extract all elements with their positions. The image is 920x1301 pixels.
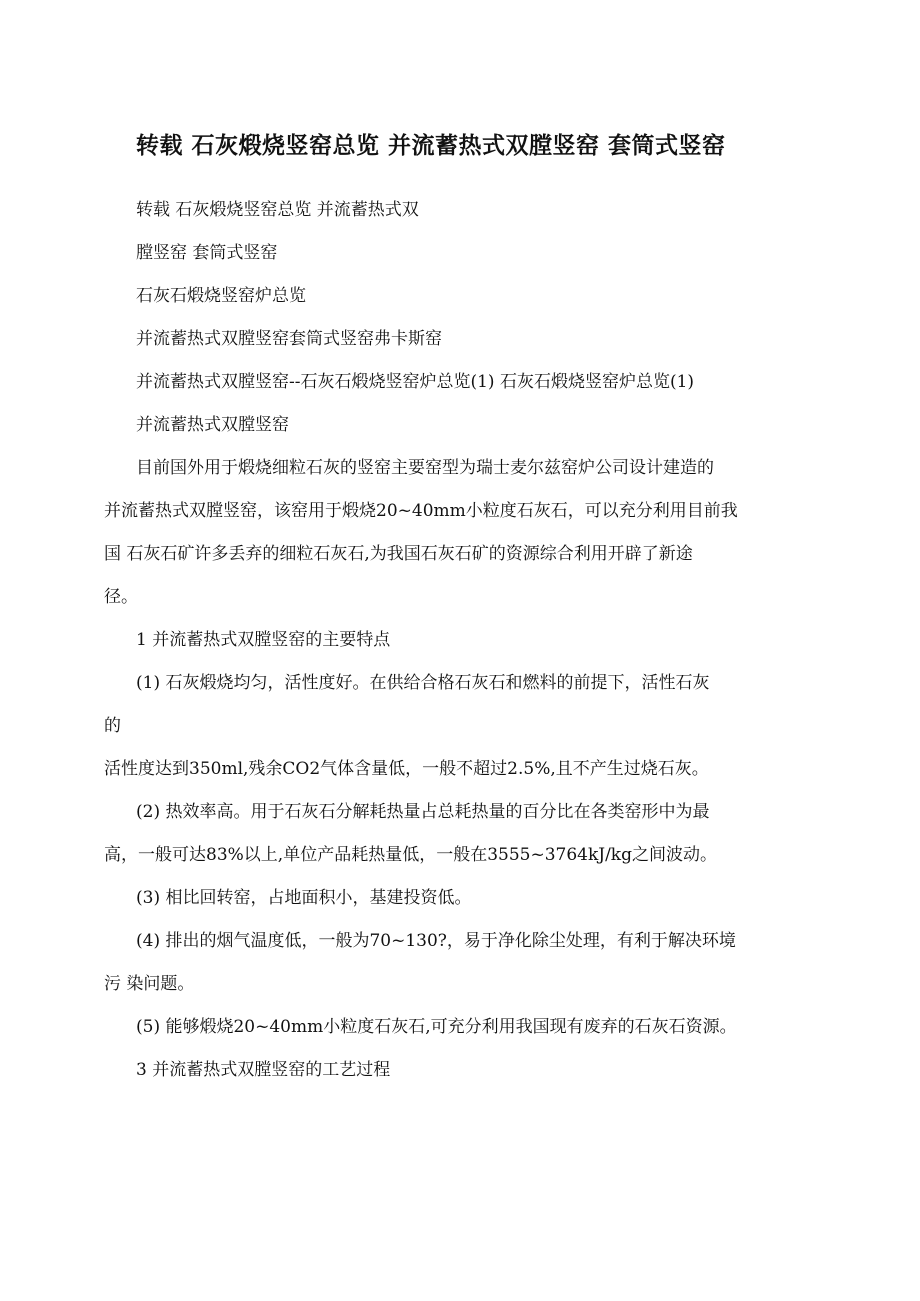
text-line: 转载 石灰煅烧竖窑总览 并流蓄热式双 bbox=[136, 200, 419, 220]
document-title: 转载 石灰煅烧竖窑总览 并流蓄热式双膛竖窑 套筒式竖窑 bbox=[136, 132, 726, 159]
text-line: (3) 相比回转窑，占地面积小，基建投资低。 bbox=[136, 888, 472, 908]
text-line: 并流蓄热式双膛竖窑--石灰石煅烧竖窑炉总览(1) 石灰石煅烧竖窑炉总览(1) bbox=[136, 372, 695, 392]
text-line: 高，一般可达83%以上,单位产品耗热量低，一般在3555~3764kJ/kg之间波动。 bbox=[104, 845, 717, 865]
section-heading: 3 并流蓄热式双膛竖窑的工艺过程 bbox=[136, 1060, 391, 1080]
text-line: (5) 能够煅烧20~40mm小粒度石灰石,可充分利用我国现有废弃的石灰石资源。 bbox=[136, 1017, 737, 1037]
text-line: 国 石灰石矿许多丢弃的细粒石灰石,为我国石灰石矿的资源综合利用开辟了新途 bbox=[104, 544, 693, 564]
text-line: 目前国外用于煅烧细粒石灰的竖窑主要窑型为瑞士麦尔兹窑炉公司设计建造的 bbox=[136, 458, 714, 478]
text-line: 石灰石煅烧竖窑炉总览 bbox=[136, 286, 306, 306]
text-line: 膛竖窑 套筒式竖窑 bbox=[136, 243, 278, 263]
text-line: 并流蓄热式双膛竖窑，该窑用于煅烧20~40mm小粒度石灰石，可以充分利用目前我 bbox=[104, 501, 738, 521]
text-line: (4) 排出的烟气温度低，一般为70~130?，易于净化除尘处理，有利于解决环境 bbox=[136, 931, 736, 951]
text-line: 径。 bbox=[104, 587, 138, 607]
section-heading: 1 并流蓄热式双膛竖窑的主要特点 bbox=[136, 630, 391, 650]
text-line: (1) 石灰煅烧均匀，活性度好。在供给合格石灰石和燃料的前提下，活性石灰 bbox=[136, 673, 710, 693]
text-line: 并流蓄热式双膛竖窑 bbox=[136, 415, 289, 435]
text-line: 并流蓄热式双膛竖窑套筒式竖窑弗卡斯窑 bbox=[136, 329, 442, 349]
text-line: 活性度达到350ml,残余CO2气体含量低，一般不超过2.5%,且不产生过烧石灰。 bbox=[104, 759, 709, 779]
text-line: (2) 热效率高。用于石灰石分解耗热量占总耗热量的百分比在各类窑形中为最 bbox=[136, 802, 710, 822]
text-line: 的 bbox=[104, 716, 121, 736]
text-line: 污 染问题。 bbox=[104, 974, 195, 994]
